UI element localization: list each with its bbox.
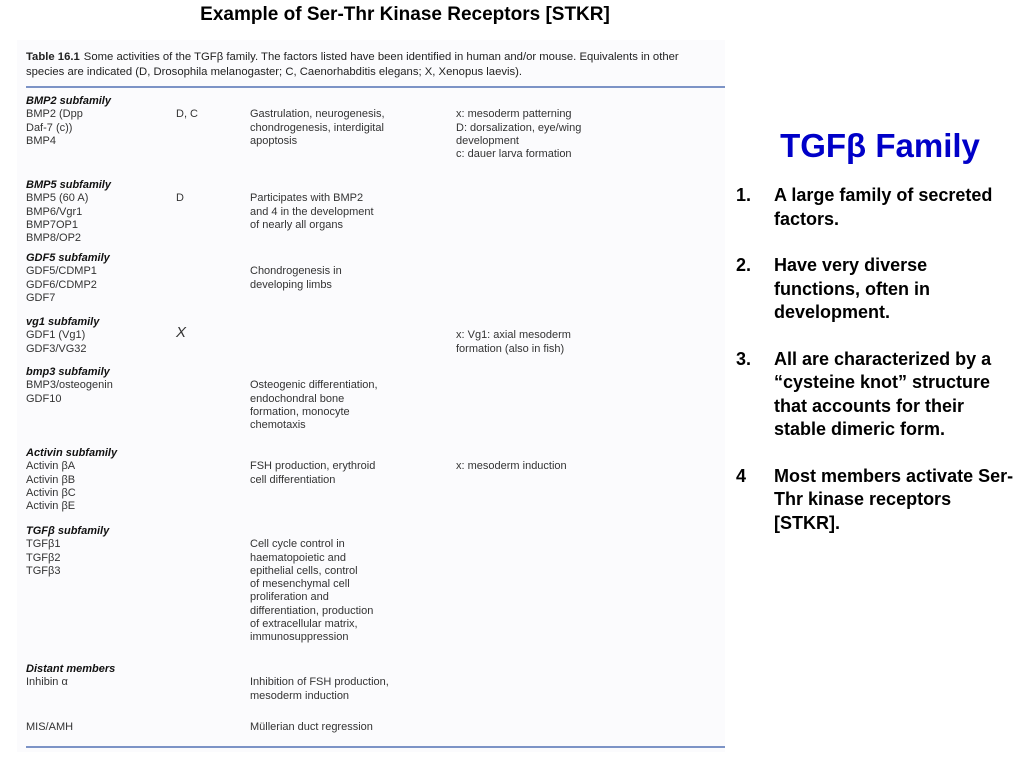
activity-line: Müllerian duct regression <box>250 721 373 733</box>
factor-line: Activin βC <box>26 486 76 499</box>
factor-line: TGFβ2 <box>26 551 61 564</box>
point-text: A large family of secreted factors. <box>774 185 993 229</box>
group-col-factor <box>26 460 176 513</box>
activity-line: and 4 in the development <box>250 205 374 218</box>
table-figure <box>17 40 725 752</box>
group-col-activity <box>250 192 450 232</box>
group-col-activity <box>250 379 450 432</box>
slide-title: Example of Ser-Thr Kinase Receptors [STKR] <box>200 4 610 25</box>
activity-line: Cell cycle control in <box>250 538 345 551</box>
point-number: 1. <box>736 185 752 205</box>
factor-line: GDF5/CDMP1 <box>26 265 97 278</box>
group-heading: bmp3 subfamily <box>26 366 110 378</box>
activity-line: Chondrogenesis in <box>250 265 342 278</box>
group-col-factor <box>26 108 176 148</box>
species-line: X <box>176 324 187 341</box>
activity-line: FSH production, erythroid <box>250 460 376 473</box>
other-species-line: x: mesoderm induction <box>456 460 567 473</box>
group-col-factor <box>26 192 176 245</box>
group-col-activity <box>250 265 450 292</box>
table-group <box>26 95 716 161</box>
point-number: 4 <box>736 465 747 486</box>
group-col-species <box>176 192 246 205</box>
point-item <box>736 465 1016 536</box>
factor-line: BMP8/OP2 <box>26 232 82 245</box>
other-species-line: formation (also in fish) <box>456 342 565 355</box>
group-col-factor <box>26 265 176 305</box>
factor-line: Activin βB <box>26 473 76 486</box>
table-top-rule <box>26 86 725 88</box>
factor-line: BMP4 <box>26 134 56 147</box>
group-col-species <box>176 108 246 121</box>
table-group <box>26 179 716 245</box>
activity-line: differentiation, production <box>250 604 374 617</box>
activity-line: apoptosis <box>250 134 298 147</box>
species-line: D <box>176 192 184 205</box>
factor-line: GDF7 <box>26 291 56 304</box>
factor-line: Activin βA <box>26 460 76 473</box>
factor-line: BMP5 (60 A) <box>26 192 89 205</box>
other-species-line: D: dorsalization, eye/wing <box>456 121 582 134</box>
other-species-line: development <box>456 134 519 147</box>
table-caption-label: Table 16.1 <box>26 51 80 63</box>
points-list <box>736 184 1016 558</box>
point-text: Have very diverse functions, often in development. <box>774 255 930 322</box>
activity-line: chemotaxis <box>250 419 306 432</box>
table-caption <box>26 50 716 80</box>
point-item <box>736 184 1016 231</box>
group-col-other-species <box>456 108 716 161</box>
factor-line: BMP6/Vgr1 <box>26 205 83 218</box>
factor-line: GDF6/CDMP2 <box>26 278 97 291</box>
factor-line: TGFβ3 <box>26 564 61 577</box>
point-text: Most members activate Ser-Thr kinase receptors [STKR]. <box>774 465 1014 533</box>
group-col-other-species <box>456 329 716 356</box>
activity-line: proliferation and <box>250 591 329 604</box>
factor-line: Inhibin α <box>26 676 68 689</box>
activity-line: cell differentiation <box>250 473 336 486</box>
table-caption-text: Some activities of the TGFβ family. The factors listed have been identified in human and/or mouse. Equivalents in other species are indicated (D, Drosophila melanogaster; C, Caenorhabditis elegans; X, Xenopus laevis). <box>26 51 679 78</box>
activity-line: of extracellular matrix, <box>250 618 358 631</box>
factor-line: GDF10 <box>26 392 62 405</box>
activity-line: chondrogenesis, interdigital <box>250 121 384 134</box>
group-heading: GDF5 subfamily <box>26 252 110 264</box>
group-col-factor <box>26 329 176 356</box>
activity-line: developing limbs <box>250 278 332 291</box>
point-item <box>736 254 1016 325</box>
activity-line: epithelial cells, control <box>250 564 358 577</box>
group-col-factor <box>26 676 176 689</box>
other-species-line: x: Vg1: axial mesoderm <box>456 329 571 342</box>
factor-line: MIS/AMH <box>26 721 74 733</box>
group-heading: Activin subfamily <box>26 447 118 459</box>
factor-line: TGFβ1 <box>26 538 61 551</box>
group-col-activity <box>250 460 450 487</box>
table-group <box>26 316 716 355</box>
activity-line: endochondral bone <box>250 392 345 405</box>
activity-line: of mesenchymal cell <box>250 578 350 591</box>
table-bottom-rule <box>26 746 725 748</box>
group-heading: vg1 subfamily <box>26 316 100 328</box>
table-group <box>26 525 716 644</box>
factor-line: Daf-7 (c)) <box>26 121 73 134</box>
table-group <box>26 663 716 702</box>
activity-line: immunosuppression <box>250 631 349 644</box>
family-heading: TGFβ Family <box>780 127 980 164</box>
table-group <box>26 252 716 304</box>
activity-line: Gastrulation, neurogenesis, <box>250 108 385 121</box>
point-number: 2. <box>736 255 752 275</box>
group-col-activity <box>250 108 450 148</box>
factor-line: GDF1 (Vg1) <box>26 329 86 342</box>
factor-line: Activin βE <box>26 500 76 513</box>
activity-line: mesoderm induction <box>250 689 350 702</box>
other-species-line: x: mesoderm patterning <box>456 108 572 121</box>
activity-line: Participates with BMP2 <box>250 192 364 205</box>
group-col-factor <box>26 538 176 578</box>
table-group <box>26 447 716 513</box>
other-species-line: c: dauer larva formation <box>456 148 572 161</box>
group-heading: Distant members <box>26 663 116 675</box>
group-col-activity <box>250 721 450 734</box>
activity-line: formation, monocyte <box>250 405 350 418</box>
point-item <box>736 348 1016 442</box>
group-heading: BMP2 subfamily <box>26 95 111 107</box>
species-line: D, C <box>176 108 198 121</box>
group-col-factor <box>26 721 176 734</box>
activity-line: of nearly all organs <box>250 218 343 231</box>
activity-line: Osteogenic differentiation, <box>250 379 378 392</box>
group-col-other-species <box>456 460 716 473</box>
group-col-species <box>176 326 246 339</box>
activity-line: Inhibition of FSH production, <box>250 676 389 689</box>
table-group <box>26 366 716 432</box>
factor-line: BMP3/osteogenin <box>26 379 113 392</box>
group-col-activity <box>250 538 450 644</box>
point-text: All are characterized by a “cysteine knot” structure that accounts for their stable dimeric form. <box>774 348 992 439</box>
factor-line: BMP2 (Dpp <box>26 108 83 121</box>
factor-line: BMP7OP1 <box>26 218 78 231</box>
group-col-factor <box>26 379 176 406</box>
group-heading: TGFβ subfamily <box>26 525 110 537</box>
activity-line: haematopoietic and <box>250 551 347 564</box>
group-heading: BMP5 subfamily <box>26 179 111 191</box>
group-col-activity <box>250 676 450 703</box>
point-number: 3. <box>736 348 752 369</box>
factor-line: GDF3/VG32 <box>26 342 87 355</box>
